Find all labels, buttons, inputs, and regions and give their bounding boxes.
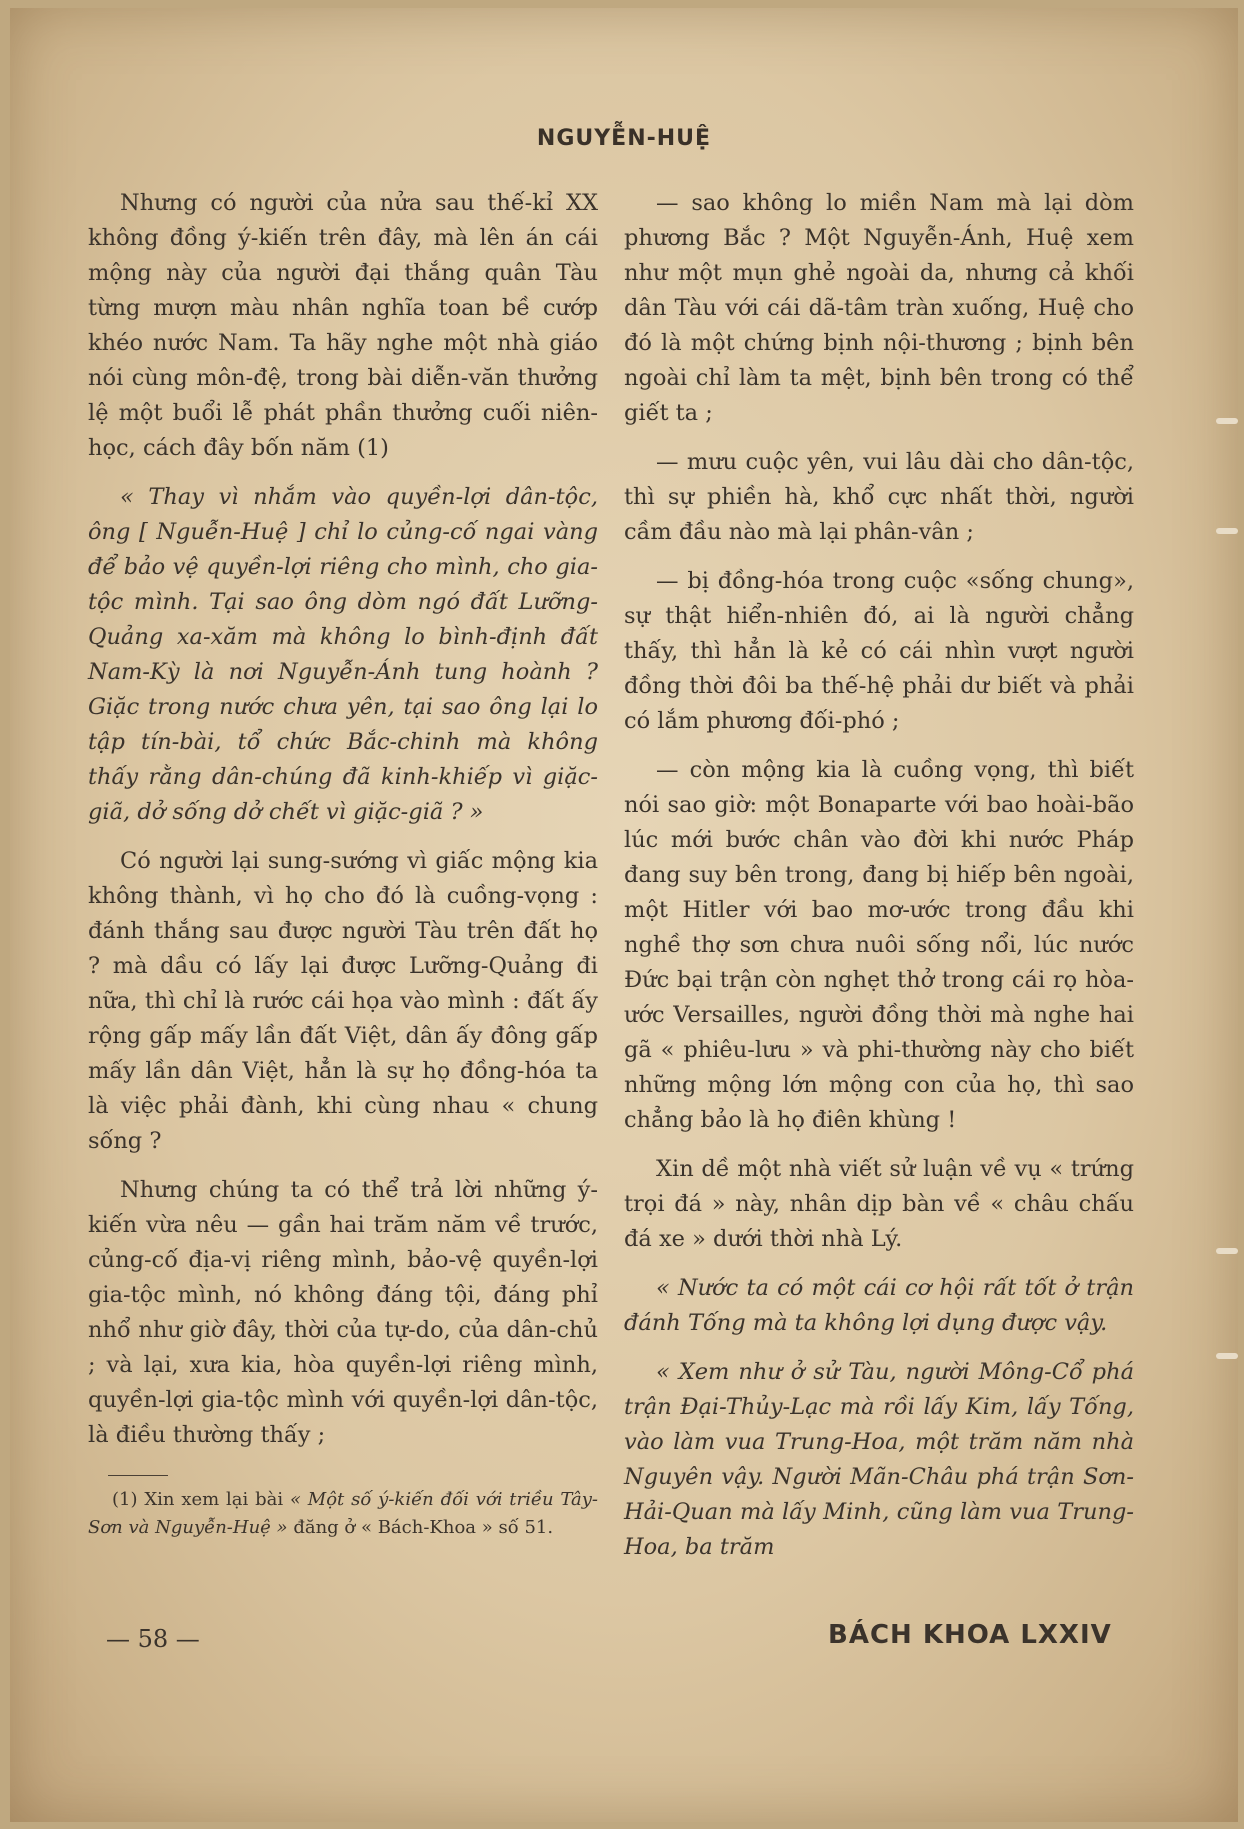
footnote-text: Xin xem lại bài [144,1489,284,1510]
paragraph: — sao không lo miền Nam mà lại dòm phương Bắc ? Một Nguyễn-Ánh, Huệ xem như một mụn ghẻ ngoài da, nhưng cả khối dân Tàu với cái dã-tâm tràn xuống, Huệ cho đó là một chứng bịnh nội-thương ; bịnh bên ngoài chỉ làm ta mệt, bịnh bên trong có thể giết ta ; [624,190,1134,426]
footnote-article-title: « Một số ý-kiến đối với triều Tây-Sơn và Nguyễn-Huệ » [88,1489,598,1538]
page-edge-tear [1216,418,1238,424]
quotation-paragraph: « Xem như ở sử Tàu, người Mông-Cổ phá trận Đại-Thủy-Lạc mà rồi lấy Kim, lấy Tống, vào làm vua Trung-Hoa, một trăm năm nhà Nguyên vậy. Người Mãn-Châu phá trận Sơn-Hải-Quan mà lấy Minh, cũng làm vua Trung-Hoa, ba trăm [624,1359,1134,1560]
left-column [88,186,598,1556]
page-number: — 58 — [106,1625,200,1653]
paragraph: — còn mộng kia là cuồng vọng, thì biết nói sao giờ: một Bonaparte với bao hoài-bão lúc mới bước chân vào đời khi nước Pháp đang suy bên trong, đang bị hiếp bên ngoài, một Hitler với bao mơ-ước trong đầu khi nghề thợ sơn chưa nuôi sống nổi, lúc nước Đức bại trận còn nghẹt thở trong cái rọ hòa-ước Versailles, người đồng thời mà nghe hai gã « phiêu-lưu » và phi-thường này cho biết những mộng lớn mộng con của họ, thì sao chẳng bảo là họ điên khùng ! [624,757,1134,1133]
quotation-paragraph: « Thay vì nhắm vào quyền-lợi dân-tộc, ông [ Nguễn-Huệ ] chỉ lo củng-cố ngai vàng để bảo vệ quyền-lợi riêng cho mình, cho gia-tộc mình. Tại sao ông dòm ngó đất Lưỡng-Quảng xa-xăm mà không lo bình-định đất Nam-Kỳ là nơi Nguyễn-Ánh tung hoành ? Giặc trong nước chưa yên, tại sao ông lại lo tập tín-bài, tổ chức Bắc-chinh mà không thấy rằng dân-chúng đã kinh-khiếp vì giặc-giã, dở sống dở chết vì giặc-giã ? » [88,484,598,825]
paragraph: Xin dề một nhà viết sử luận về vụ « trứng trọi đá » này, nhân dịp bàn về « châu chấu đá xe » dưới thời nhà Lý. [624,1156,1134,1252]
paragraph: — mưu cuộc yên, vui lâu dài cho dân-tộc, thì sự phiền hà, khổ cực nhất thời, người cầm đầu nào mà lại phân-vân ; [624,449,1134,545]
footnote-marker: (1) [112,1489,138,1510]
paragraph: — bị đồng-hóa trong cuộc «sống chung», sự thật hiển-nhiên đó, ai là người chẳng thấy, thì hẳn là kẻ có cái nhìn vượt người đồng thời đôi ba thế-hệ phải dư biết và phải có lắm phương đối-phó ; [624,568,1134,734]
page-edge-tear [1216,1248,1238,1254]
footnote [88,1486,598,1542]
footnote-divider [108,1475,168,1476]
footnote-source: đăng ở « Bách-Khoa » số 51. [293,1517,554,1538]
quotation-paragraph: « Nước ta có một cái cơ hội rất tốt ở trận đánh Tống mà ta không lợi dụng được vậy. [624,1275,1134,1336]
paragraph: Có người lại sung-sướng vì giấc mộng kia không thành, vì họ cho đó là cuồng-vọng : đánh thắng sau được người Tàu trên đất họ ? mà dầu có lấy lại được Lưỡng-Quảng đi nữa, thì chỉ là rước cái họa vào mình : đất ấy rộng gấp mấy lần đất Việt, dân ấy đông gấp mấy lần dân Việt, hẳn là sự họ đồng-hóa ta là việc phải đành, khi cùng nhau « chung sống ? [88,848,598,1154]
journal-footer: BÁCH KHOA LXXIV [828,1620,1112,1650]
document-page [10,8,1238,1822]
paragraph: Nhưng chúng ta có thể trả lời những ý-kiến vừa nêu — gần hai trăm năm về trước, củng-cố địa-vị riêng mình, bảo-vệ quyền-lợi gia-tộc mình, nó không đáng tội, đáng phỉ nhổ như giờ đây, thời của tự-do, của dân-chủ ; và lại, xưa kia, hòa quyền-lợi riêng mình, quyền-lợi gia-tộc mình với quyền-lợi dân-tộc, là điều thường thấy ; [88,1177,598,1448]
right-column [624,186,1134,1579]
running-head: NGUYỄN-HUỆ [536,126,712,151]
page-edge-tear [1216,528,1238,534]
page-edge-tear [1216,1353,1238,1359]
paragraph: Nhưng có người của nửa sau thế-kỉ XX không đồng ý-kiến trên đây, mà lên án cái mộng này của người đại thắng quân Tàu từng mượn màu nhân nghĩa toan bề cướp khéo nước Nam. Ta hãy nghe một nhà giáo nói cùng môn-đệ, trong bài diễn-văn thưởng lệ một buổi lễ phát phần thưởng cuối niên-học, cách đây bốn năm (1) [88,190,598,461]
